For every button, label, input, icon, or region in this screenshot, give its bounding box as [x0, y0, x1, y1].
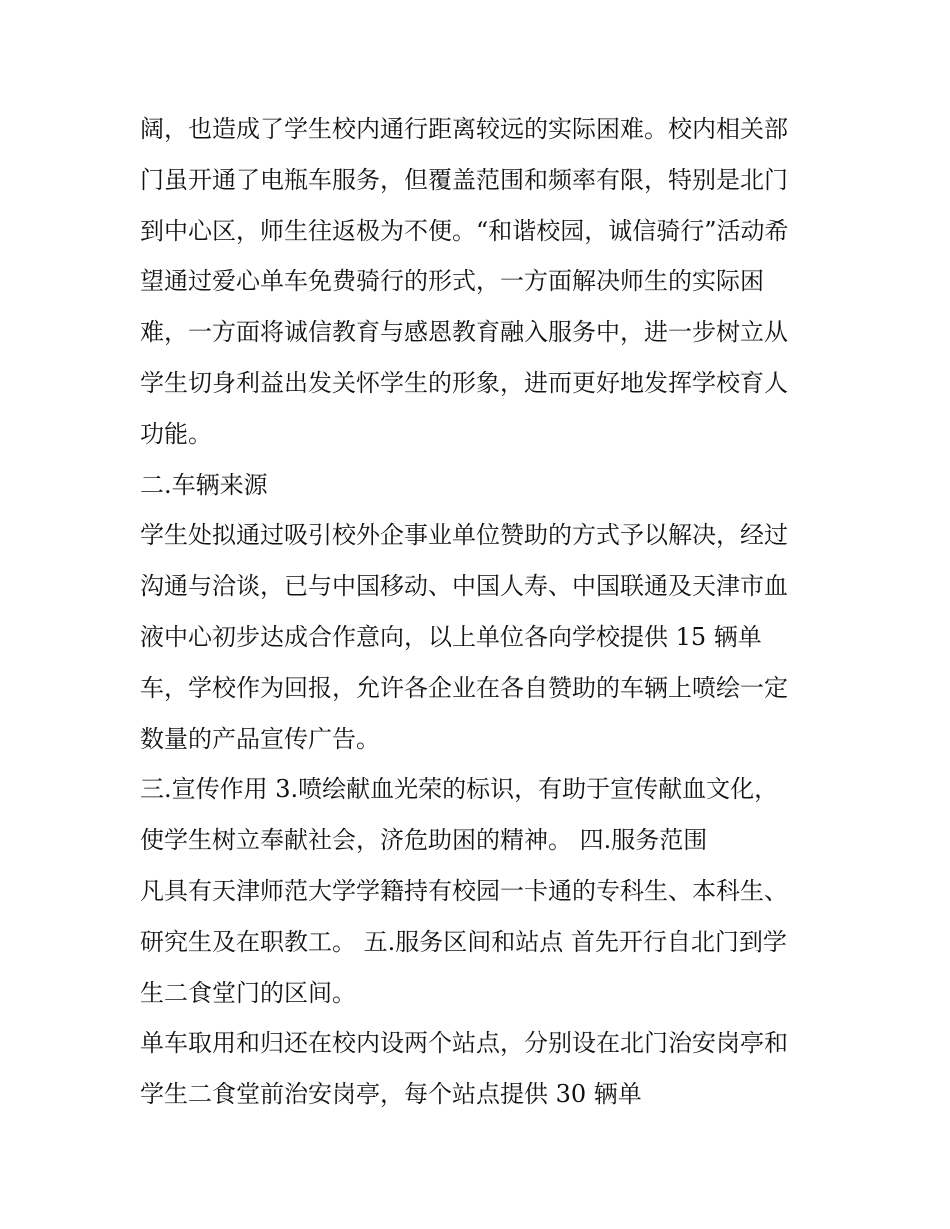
text-line-3: 到中心区，师生往返极为不便。“和谐校园，诚信骑行”活动希 [140, 216, 789, 245]
text-line-20: 学生二食堂前治安岗亭，每个站点提供 30 辆单 [140, 1080, 642, 1109]
section-heading-publicity: 三.宣传作用 3.喷绘献血光荣的标识，有助于宣传献血文化， [140, 775, 779, 804]
text-line-7: 功能。 [140, 419, 212, 448]
text-line-19: 单车取用和归还在校内设两个站点，分别设在北门治安岗亭和 [140, 1029, 788, 1058]
text-line-11: 液中心初步达成合作意向，以上单位各向学校提供 15 辆单 [140, 622, 762, 651]
text-line-4: 望通过爱心单车免费骑行的形式，一方面解决师生的实际困 [140, 267, 764, 296]
text-line-10: 沟通与洽谈，已与中国移动、中国人寿、中国联通及天津市血 [140, 572, 788, 601]
section-heading-vehicle-source: 二.车辆来源 [140, 470, 268, 499]
text-line-18: 生二食堂门的区间。 [140, 978, 356, 1007]
text-line-12: 车，学校作为回报，允许各企业在各自赞助的车辆上喷绘一定 [140, 673, 788, 702]
document-body [140, 104, 820, 1120]
text-line-9: 学生处拟通过吸引校外企事业单位赞助的方式予以解决，经过 [140, 521, 788, 550]
text-line-13: 数量的产品宣传广告。 [140, 724, 380, 753]
text-line-2: 门虽开通了电瓶车服务，但覆盖范围和频率有限，特别是北门 [140, 165, 788, 194]
text-line-1: 阔，也造成了学生校内通行距离较远的实际困难。校内相关部 [140, 115, 788, 143]
text-line-6: 学生切身利益出发关怀学生的形象，进而更好地发挥学校育人 [140, 368, 788, 397]
text-line-17: 研究生及在职教工。 五.服务区间和站点 首先开行自北门到学 [140, 927, 787, 956]
text-line-15: 使学生树立奉献社会，济危助困的精神。 四.服务范围 [140, 826, 708, 855]
text-line-16: 凡具有天津师范大学学籍持有校园一卡通的专科生、本科生、 [140, 876, 788, 905]
text-line-5: 难，一方面将诚信教育与感恩教育融入服务中，进一步树立从 [140, 318, 788, 347]
